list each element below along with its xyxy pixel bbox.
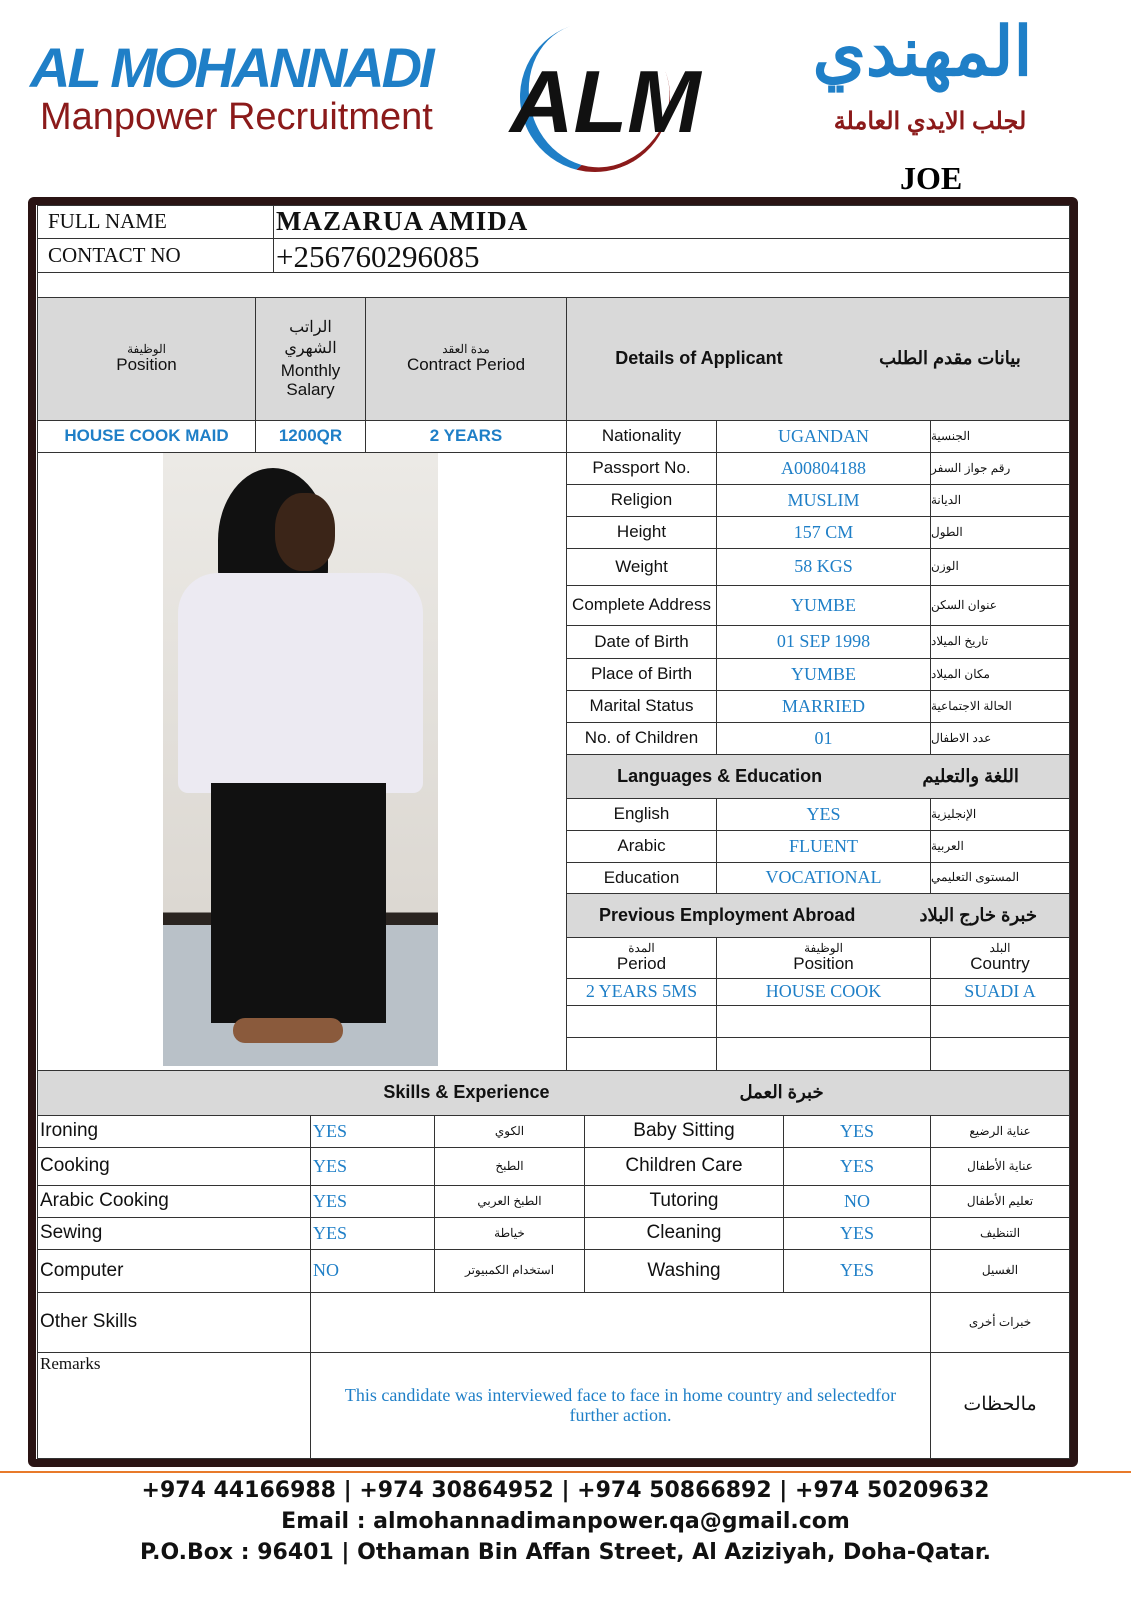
skill-left-ar: الكوي — [434, 1115, 585, 1148]
detail-ar: تاريخ الميلاد — [930, 625, 1070, 659]
skill-right-value: NO — [783, 1185, 931, 1218]
detail-ar: الوزن — [930, 548, 1070, 586]
skill-left-ar: الطبخ العربي — [434, 1185, 585, 1218]
skill-right-value: YES — [783, 1147, 931, 1186]
position-value: HOUSE COOK MAID — [37, 420, 256, 453]
salary-header-ar1: الراتب — [289, 318, 332, 336]
detail-value: 01 — [716, 722, 931, 755]
language-label: English — [566, 798, 717, 831]
other-skills-ar: خبرات أخرى — [930, 1292, 1070, 1353]
skill-left-label: Arabic Cooking — [37, 1185, 311, 1218]
employment-title-ar: خبرة خارج البلاد — [919, 904, 1037, 925]
detail-label: Complete Address — [566, 585, 717, 626]
position-header — [37, 297, 256, 421]
contact-value: +256760296085 — [273, 238, 1070, 273]
detail-ar: الجنسية — [930, 420, 1070, 453]
period-col-header — [566, 937, 717, 979]
contract-header — [365, 297, 567, 421]
other-skills-label: Other Skills — [37, 1292, 311, 1353]
period-ar: المدة — [628, 941, 655, 956]
contract-header-ar: مدة العقد — [442, 342, 490, 357]
emp-empty — [566, 1037, 717, 1071]
language-value: VOCATIONAL — [716, 862, 931, 894]
detail-ar: الحالة الاجتماعية — [930, 690, 1070, 723]
language-label: Education — [566, 862, 717, 894]
detail-ar: رقم جواز السفر — [930, 452, 1070, 485]
employment-header — [566, 893, 1070, 938]
brand-subtitle: Manpower Recruitment — [40, 96, 433, 138]
detail-label: Passport No. — [566, 452, 717, 485]
skill-right-ar: عناية الأطفال — [930, 1147, 1070, 1186]
detail-ar: عدد الاطفال — [930, 722, 1070, 755]
emp-country: SUADI A — [930, 978, 1070, 1006]
detail-value: UGANDAN — [716, 420, 931, 453]
footer-email: Email : almohannadimanpower.qa@gmail.com — [281, 1509, 850, 1534]
brand-name: AL MOHANNADI — [30, 36, 432, 99]
skill-right-label: Baby Sitting — [584, 1115, 784, 1148]
emp-empty — [716, 1005, 931, 1038]
detail-value: 58 KGS — [716, 548, 931, 586]
detail-ar: عنوان السكن — [930, 585, 1070, 626]
contract-header-en: Contract Period — [406, 355, 526, 375]
detail-value: 157 CM — [716, 516, 931, 549]
brand-name-arabic: المهندي — [812, 14, 1033, 90]
detail-ar: مكان الميلاد — [930, 658, 1070, 691]
skill-left-label: Ironing — [37, 1115, 311, 1148]
position-col-header — [716, 937, 931, 979]
detail-value: MUSLIM — [716, 484, 931, 517]
detail-value: 01 SEP 1998 — [716, 625, 931, 659]
logo-mark: ALM — [510, 52, 701, 151]
skill-right-value: YES — [783, 1115, 931, 1148]
detail-label: Place of Birth — [566, 658, 717, 691]
details-title: Details of Applicant — [615, 348, 783, 369]
skill-left-value: YES — [310, 1115, 435, 1148]
emp-position: HOUSE COOK — [716, 978, 931, 1006]
detail-label: Date of Birth — [566, 625, 717, 659]
remarks-ar: مالحظات — [930, 1352, 1070, 1459]
detail-value: YUMBE — [716, 585, 931, 626]
skill-right-ar: التنظيف — [930, 1217, 1070, 1250]
skill-right-ar: الغسيل — [930, 1249, 1070, 1293]
skills-header — [37, 1070, 1070, 1116]
contract-value: 2 YEARS — [365, 420, 567, 453]
languages-header — [566, 754, 1070, 799]
employment-title: Previous Employment Abroad — [599, 904, 856, 925]
skill-left-label: Sewing — [37, 1217, 311, 1250]
position-header-en: Position — [116, 355, 177, 375]
language-value: FLUENT — [716, 830, 931, 863]
language-ar: المستوى التعليمي — [930, 862, 1070, 894]
skill-right-ar: عناية الرضيع — [930, 1115, 1070, 1148]
details-title-ar: بيانات مقدم الطلب — [879, 348, 1021, 369]
other-skills-value — [310, 1292, 931, 1353]
emp-period: 2 YEARS 5MS — [566, 978, 717, 1006]
country-ar: البلد — [989, 941, 1011, 956]
position-header-ar: الوظيفة — [127, 342, 166, 357]
skill-left-value: YES — [310, 1147, 435, 1186]
language-value: YES — [716, 798, 931, 831]
detail-label: Marital Status — [566, 690, 717, 723]
salary-header-en: Monthly Salary — [280, 360, 341, 399]
skill-left-label: Cooking — [37, 1147, 311, 1186]
skill-left-value: YES — [310, 1185, 435, 1218]
skill-right-label: Tutoring — [584, 1185, 784, 1218]
full-name-value: MAZARUA AMIDA — [273, 205, 1070, 239]
skill-left-ar: الطبخ — [434, 1147, 585, 1186]
detail-value: YUMBE — [716, 658, 931, 691]
salary-header-ar2: الشهري — [284, 340, 337, 358]
skill-right-value: YES — [783, 1249, 931, 1293]
languages-title-ar: اللغة والتعليم — [922, 765, 1019, 786]
skill-left-label: Computer — [37, 1249, 311, 1293]
country-en: Country — [970, 954, 1030, 974]
skill-right-label: Children Care — [584, 1147, 784, 1186]
detail-ar: الطول — [930, 516, 1070, 549]
country-col-header — [930, 937, 1070, 979]
skill-left-ar: خياطة — [434, 1217, 585, 1250]
language-ar: العربية — [930, 830, 1070, 863]
detail-ar: الديانة — [930, 484, 1070, 517]
language-label: Arabic — [566, 830, 717, 863]
skill-right-value: YES — [783, 1217, 931, 1250]
detail-label: Height — [566, 516, 717, 549]
applicant-photo — [163, 453, 438, 1066]
footer-divider — [0, 1471, 1131, 1473]
detail-label: No. of Children — [566, 722, 717, 755]
skill-right-ar: تعليم الأطفال — [930, 1185, 1070, 1218]
emp-empty — [930, 1005, 1070, 1038]
languages-title: Languages & Education — [617, 765, 823, 786]
detail-label: Nationality — [566, 420, 717, 453]
blank-row — [37, 272, 1070, 298]
emp-position-ar: الوظيفة — [804, 941, 843, 956]
remarks-label: Remarks — [37, 1352, 311, 1459]
remarks-text: This candidate was interviewed face to face in home country and selectedfor further action. — [310, 1352, 931, 1459]
emp-position-en: Position — [793, 954, 854, 974]
footer-phones: +974 44166988 | +974 30864952 | +974 50866892 | +974 50209632 — [141, 1478, 990, 1503]
brand-logo — [0, 0, 1131, 196]
language-ar: الإنجليزية — [930, 798, 1070, 831]
emp-empty — [716, 1037, 931, 1071]
skill-left-value: NO — [310, 1249, 435, 1293]
emp-empty — [930, 1037, 1070, 1071]
skill-right-label: Washing — [584, 1249, 784, 1293]
detail-value: MARRIED — [716, 690, 931, 723]
skill-left-value: YES — [310, 1217, 435, 1250]
brand-subtitle-arabic: لجلب الايدي العاملة — [833, 108, 1027, 135]
footer-address: P.O.Box : 96401 | Othaman Bin Affan Street, Al Aziziyah, Doha-Qatar. — [140, 1540, 991, 1565]
period-en: Period — [616, 954, 667, 974]
skills-title-ar: خبرة العمل — [739, 1082, 824, 1103]
salary-value: 1200QR — [255, 420, 366, 453]
detail-label: Weight — [566, 548, 717, 586]
contact-label: CONTACT NO — [37, 238, 274, 273]
salary-header — [255, 297, 366, 421]
agent-name: JOE — [900, 160, 963, 196]
detail-value: A00804188 — [716, 452, 931, 485]
emp-empty — [566, 1005, 717, 1038]
skills-title: Skills & Experience — [383, 1082, 550, 1103]
full-name-label: FULL NAME — [37, 205, 274, 239]
skill-left-ar: استخدام الكمبيوتر — [434, 1249, 585, 1293]
details-header — [566, 297, 1070, 421]
detail-label: Religion — [566, 484, 717, 517]
skill-right-label: Cleaning — [584, 1217, 784, 1250]
